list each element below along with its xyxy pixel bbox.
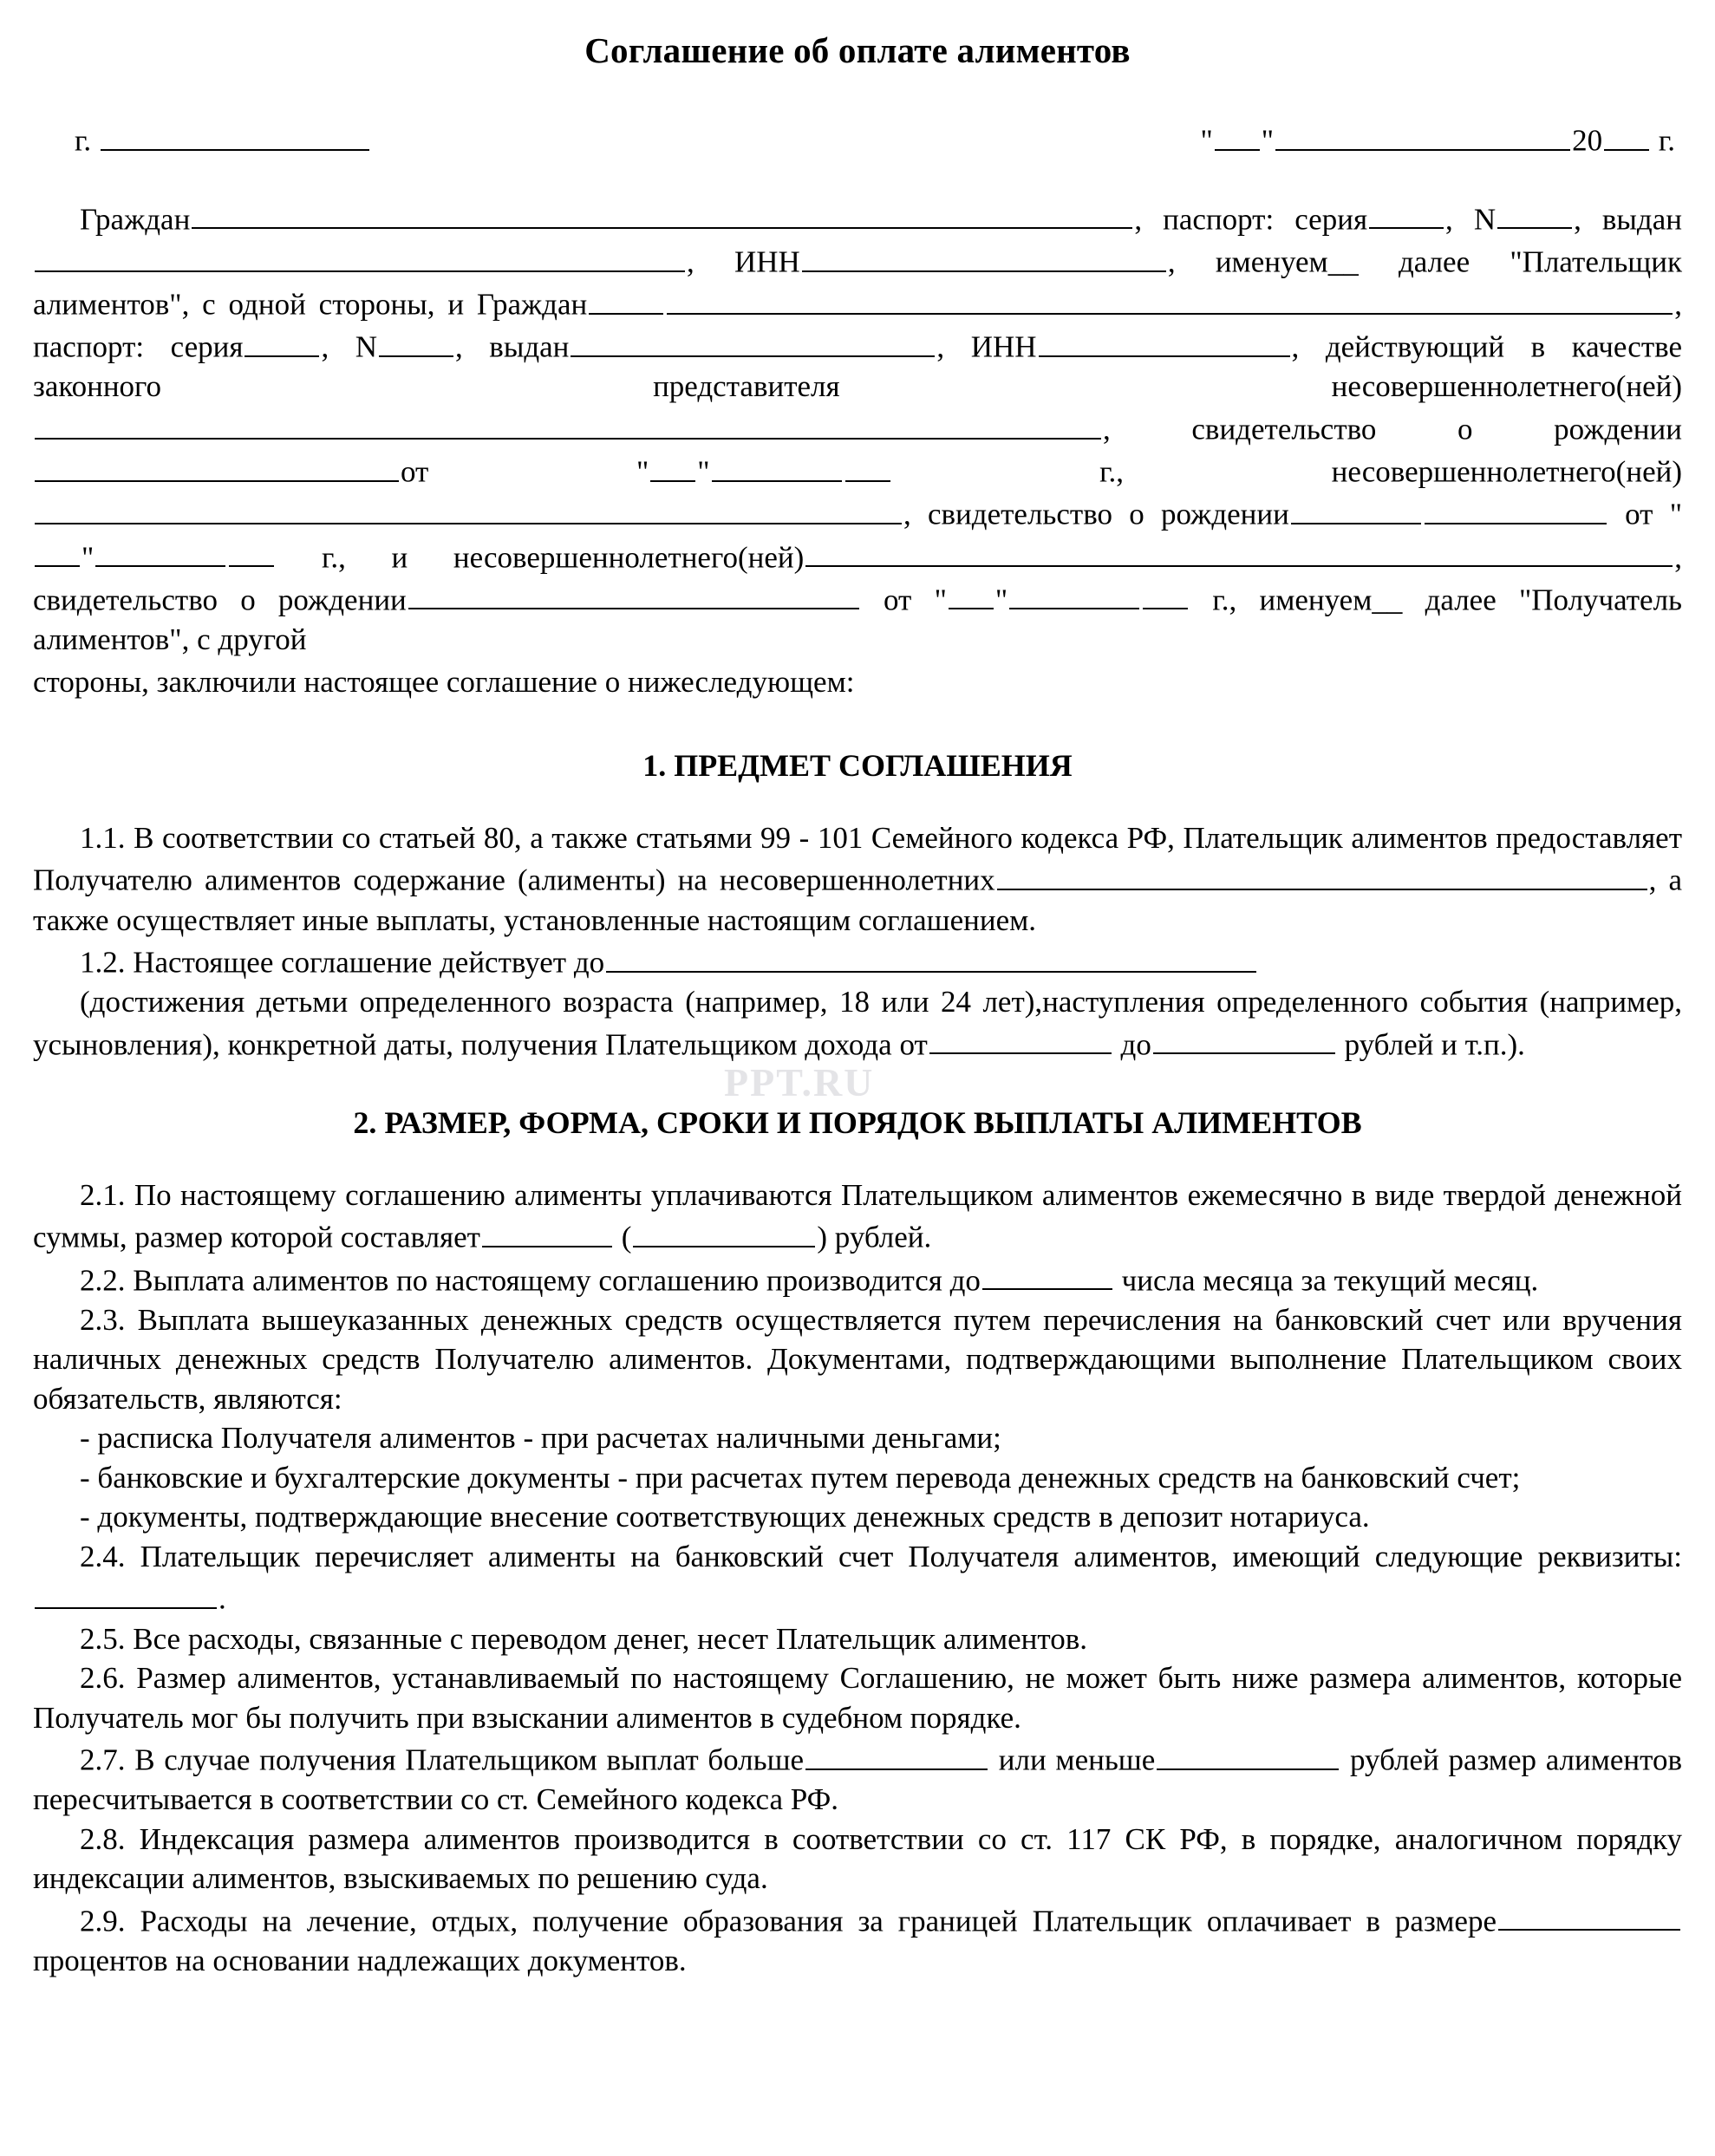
clause-2-1-text-after: рублей. bbox=[834, 1221, 932, 1255]
preamble-payer-designation: "Плательщик алиментов", с одной стороны, и Граждан bbox=[33, 244, 1682, 322]
clause-2-1-text-before: 2.1. По настоящему соглашению алименты уплачиваются Плательщиком алиментов ежемесячно в виде твердой денежной суммы, размер которой составляет bbox=[33, 1177, 1682, 1255]
child1-name-blank[interactable] bbox=[35, 407, 1101, 440]
city-date-row bbox=[33, 118, 1682, 159]
child1-cert-year-blank[interactable] bbox=[845, 449, 890, 482]
section-1-heading: 1. ПРЕДМЕТ СОГЛАШЕНИЯ bbox=[642, 747, 1073, 783]
clause-2-6: 2.6. Размер алиментов, устанавливаемый по настоящему Соглашению, не может быть ниже размера алиментов, которые Получатель мог бы получить при взыскании алиментов в судебном порядке. bbox=[33, 1661, 1682, 1735]
payee-passport-number-blank[interactable] bbox=[379, 324, 453, 357]
preamble-closing-line: стороны, заключили настоящее соглашение о нижеследующем: bbox=[33, 665, 855, 700]
clause-1-1-text-after: , а также осуществляет иные выплаты, установленные настоящим соглашением. bbox=[33, 863, 1682, 937]
preamble-named-label: , именуем__ далее bbox=[1167, 244, 1470, 279]
payer-passport-series-blank[interactable] bbox=[1369, 197, 1444, 230]
clause-2-3-bullet-2: - банковские и бухгалтерские документы - при расчетах путем перевода денежных средств на банковский счет; bbox=[80, 1460, 1521, 1495]
child2-cert-year-blank[interactable] bbox=[229, 535, 274, 568]
q3c: " bbox=[994, 583, 1008, 617]
clause-2-8: 2.8. Индексация размера алиментов производится в соответствии со ст. 117 СК РФ, в порядке, аналогичном порядку индексации алиментов, взыскиваемых по решению суда. bbox=[33, 1821, 1682, 1896]
preamble-citizen-label: Граждан bbox=[80, 202, 191, 237]
preamble-payee-n-label: , N bbox=[321, 329, 378, 364]
preamble-certificate-label-1: свидетельство о рождении bbox=[1191, 412, 1683, 446]
payer-inn-blank[interactable] bbox=[802, 239, 1166, 272]
child3-certificate-blank[interactable] bbox=[408, 577, 859, 610]
child2-name-blank[interactable] bbox=[35, 492, 902, 524]
clause-1-2-term-blank[interactable] bbox=[606, 940, 1256, 973]
preamble-payee-issued-label: , выдан bbox=[455, 329, 570, 364]
clause-1-2-note bbox=[33, 982, 1682, 1065]
preamble-certificate-label-3: , свидетельство о рождении bbox=[33, 540, 1682, 617]
section-2-heading: 2. РАЗМЕР, ФОРМА, СРОКИ И ПОРЯДОК ВЫПЛАТЫ АЛИМЕНТОВ bbox=[353, 1104, 1362, 1140]
preamble-from-label-3: от bbox=[884, 583, 912, 617]
clause-2-9-text-after: процентов на основании надлежащих документов. bbox=[33, 1943, 687, 1977]
clause-2-2-text-before: 2.2. Выплата алиментов по настоящему соглашению производится до bbox=[80, 1263, 981, 1298]
preamble-acting-label: , действующий в качестве законного bbox=[33, 329, 1682, 404]
child1-cert-month-blank[interactable] bbox=[712, 449, 842, 482]
q3o: " bbox=[934, 583, 947, 617]
q2c: " bbox=[82, 540, 95, 575]
clause-1-2-note-after: рублей и т.п.). bbox=[1344, 1027, 1525, 1062]
clause-2-9-percent-blank[interactable] bbox=[1498, 1899, 1680, 1931]
clause-2-3: 2.3. Выплата вышеуказанных денежных средств осуществляется путем перечисления на банковский счет или вручения наличных денежных средств Получателю алиментов. Документами, подтверждающими выполнение Плательщиком своих обязательств, являются: bbox=[33, 1302, 1682, 1416]
payee-passport-issued-blank[interactable] bbox=[571, 324, 935, 357]
clause-1-2-note-before: (достижения детьми определенного возраста (например, 18 или 24 лет),наступления определенного события (например, усыновления), конкретной даты, получения Плательщиком дохода от bbox=[33, 985, 1682, 1062]
year-prefix: 20 bbox=[1572, 123, 1603, 158]
clause-2-4-text-after: . bbox=[218, 1582, 226, 1616]
city-blank[interactable] bbox=[101, 118, 369, 151]
payee-passport-series-blank[interactable] bbox=[245, 324, 319, 357]
clause-2-7-text-after: рублей размер алиментов пересчитывается в соответствии со ст. Семейного кодекса РФ. bbox=[33, 1742, 1683, 1817]
child2-cert-day-blank[interactable] bbox=[35, 535, 80, 568]
preamble-payee-passport-label: , паспорт: серия bbox=[33, 287, 1682, 364]
preamble-paragraph: Граждан , паспорт: серия , N , выдан, ИНН , именуем__ далее "Плательщик алиментов", с одной стороны, и Граждан , паспорт: серия , N , выдан , ИНН , действующий в качестве законного представителя несовершеннолетнего(ней), свидетельство о рожденииот " " г., несовершеннолетнего(ней), свидетельство о рождении от "" г., и несовершеннолетнего(ней) , свидетельство о рождении от " " г., именуем__ далее "Получатель алиментов", с другой bbox=[33, 197, 1682, 660]
clause-1-1-text-before: 1.1. В соответствии со статьей 80, а также статьями 99 - 101 Семейного кодекса РФ, Плательщик алиментов предоставляет Получателю алиментов содержание (алименты) на несовершеннолетних bbox=[33, 820, 1682, 898]
clause-2-7-more-blank[interactable] bbox=[805, 1737, 988, 1770]
child3-cert-day-blank[interactable] bbox=[949, 577, 994, 610]
clause-2-4-requisites-blank[interactable] bbox=[35, 1576, 217, 1609]
clause-2-7-text-before: 2.7. В случае получения Плательщиком выплат больше bbox=[80, 1742, 805, 1777]
clause-2-1-paren-open: ( bbox=[621, 1221, 632, 1255]
preamble-from-label-1: от bbox=[401, 454, 429, 489]
year-suffix: г. bbox=[1658, 123, 1675, 158]
clause-2-1 bbox=[33, 1176, 1682, 1258]
child2-cert-month-blank[interactable] bbox=[95, 535, 225, 568]
clause-2-2-text-after: числа месяца за текущий месяц. bbox=[1121, 1263, 1539, 1298]
clause-1-2-note-middle: до bbox=[1120, 1027, 1151, 1062]
clause-2-4-text-before: 2.4. Плательщик перечисляет алименты на банковский счет Получателя алиментов, имеющий следующие реквизиты: bbox=[80, 1539, 1682, 1573]
month-blank[interactable] bbox=[1275, 118, 1570, 151]
child3-cert-month-blank[interactable] bbox=[1009, 577, 1139, 610]
q2o: " bbox=[1669, 498, 1682, 531]
preamble-inn-label: , ИНН bbox=[687, 244, 800, 279]
preamble-year-label-1: г., несовершеннолетнего(ней) bbox=[1099, 454, 1682, 489]
preamble-payee-inn-label: , ИНН bbox=[936, 329, 1037, 364]
child1-cert-day-blank[interactable] bbox=[650, 449, 695, 482]
watermark-ppt-ru: PPT.RU bbox=[724, 1060, 875, 1104]
child3-name-blank[interactable] bbox=[805, 535, 1673, 568]
city-label: г. bbox=[75, 123, 92, 158]
clause-2-3-bullet-1: - расписка Получателя алиментов - при расчетах наличными деньгами; bbox=[80, 1421, 1001, 1456]
preamble-year-label-3: г., именуем__ далее "Получатель алиментов", с другой bbox=[33, 583, 1683, 656]
day-blank[interactable] bbox=[1215, 118, 1260, 151]
payer-passport-number-blank[interactable] bbox=[1497, 197, 1572, 230]
payee-citizen-blank[interactable] bbox=[589, 282, 663, 315]
clause-2-2 bbox=[33, 1258, 1682, 1300]
child1-certificate-blank[interactable] bbox=[35, 449, 399, 482]
clause-1-2-income-to-blank[interactable] bbox=[1153, 1022, 1335, 1055]
clause-2-1-amount-blank[interactable] bbox=[482, 1215, 612, 1247]
clause-1-2-text-before: 1.2. Настоящее соглашение действует до bbox=[80, 945, 605, 980]
payer-name-blank[interactable] bbox=[192, 197, 1132, 230]
clause-2-7-less-blank[interactable] bbox=[1157, 1737, 1339, 1770]
city-field bbox=[75, 118, 371, 159]
preamble-from-label-2: от bbox=[1625, 498, 1653, 531]
preamble-certificate-label-2: , свидетельство о рождении bbox=[903, 498, 1289, 531]
child2-certificate-blank-2[interactable] bbox=[1425, 492, 1607, 524]
clause-2-2-day-blank[interactable] bbox=[982, 1258, 1112, 1291]
clause-1-1-children-blank[interactable] bbox=[997, 857, 1647, 890]
clause-2-1-amount-words-blank[interactable] bbox=[633, 1215, 815, 1247]
clause-2-3-bullet-3: - документы, подтверждающие внесение соответствующих денежных средств в депозит нотариуса. bbox=[80, 1500, 1370, 1534]
child2-certificate-blank[interactable] bbox=[1291, 492, 1421, 524]
clause-2-7 bbox=[33, 1737, 1682, 1820]
date-quote-close: " bbox=[1261, 123, 1275, 158]
clause-1-2 bbox=[33, 940, 1682, 982]
clause-1-2-income-from-blank[interactable] bbox=[929, 1022, 1112, 1055]
clause-2-1-paren-close: ) bbox=[817, 1221, 828, 1255]
clause-2-4 bbox=[33, 1537, 1682, 1619]
year-blank[interactable] bbox=[1604, 118, 1649, 151]
preamble-issued-label: , выдан bbox=[1574, 202, 1682, 237]
date-quote-open: " bbox=[1200, 123, 1213, 158]
date-field bbox=[1200, 118, 1675, 159]
child3-cert-year-blank[interactable] bbox=[1143, 577, 1188, 610]
clause-2-7-text-middle: или меньше bbox=[998, 1742, 1156, 1777]
page-title: Соглашение об оплате алиментов bbox=[584, 30, 1131, 70]
q1c: " bbox=[697, 454, 710, 489]
preamble-n-label: , N bbox=[1445, 202, 1497, 237]
payee-inn-blank[interactable] bbox=[1039, 324, 1290, 357]
clause-2-9-text-before: 2.9. Расходы на лечение, отдых, получение образования за границей Плательщик оплачивает в размере bbox=[80, 1904, 1497, 1938]
preamble-year-label-2: г., и несовершеннолетнего(ней) bbox=[321, 540, 805, 575]
clause-2-9 bbox=[33, 1899, 1682, 1981]
payee-name-blank[interactable] bbox=[667, 282, 1673, 315]
q1o: " bbox=[636, 454, 649, 489]
preamble-passport-label: , паспорт: серия bbox=[1134, 202, 1368, 237]
document-content bbox=[33, 29, 1682, 1980]
clause-2-5: 2.5. Все расходы, связанные с переводом денег, несет Плательщик алиментов. bbox=[80, 1621, 1087, 1656]
clause-1-1 bbox=[33, 818, 1682, 940]
payer-passport-issued-blank[interactable] bbox=[35, 239, 685, 272]
preamble-representative-label: представителя несовершеннолетнего(ней) bbox=[653, 369, 1682, 404]
